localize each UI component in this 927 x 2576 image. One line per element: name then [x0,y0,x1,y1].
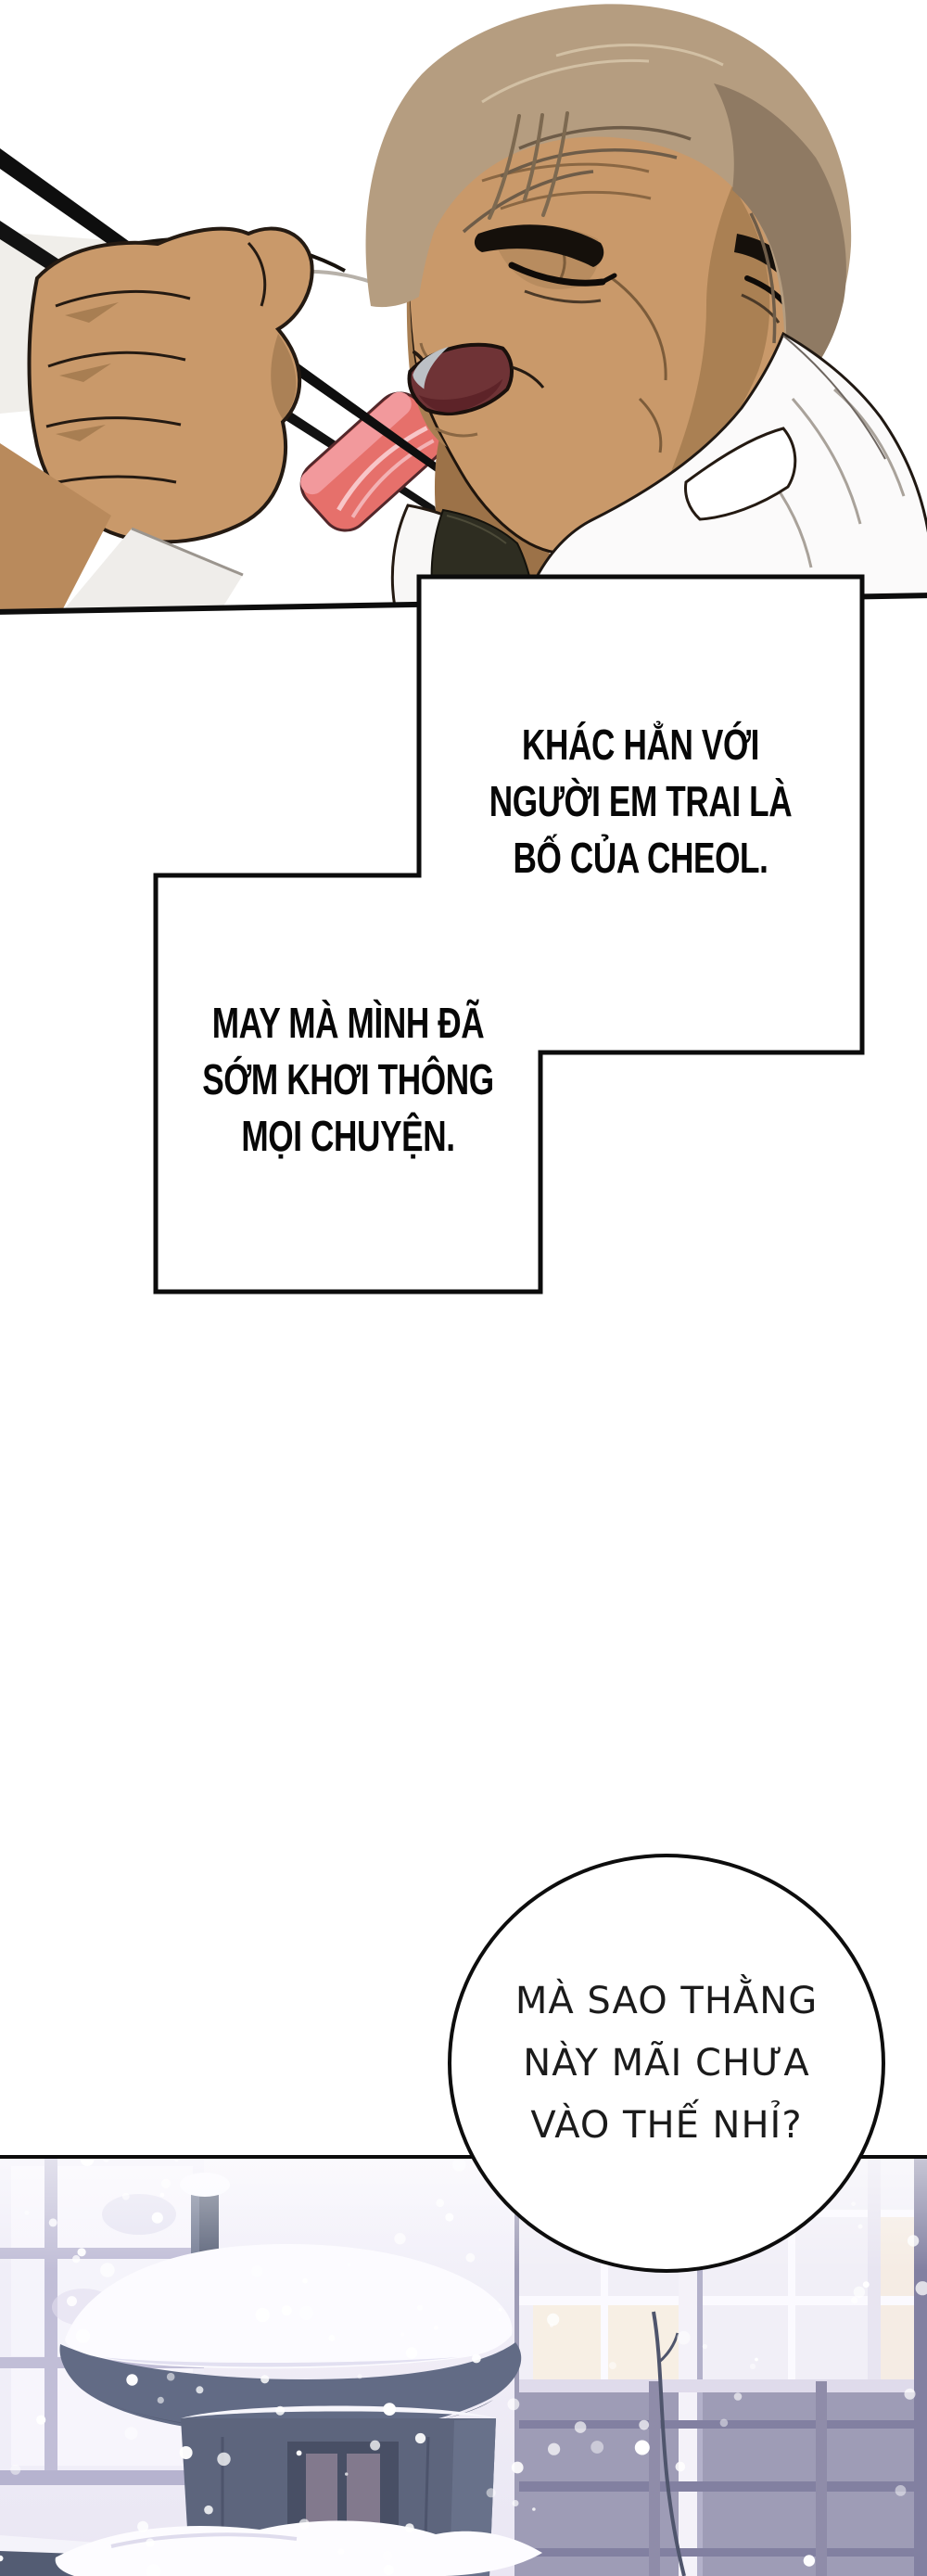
man-eating-sashimi-illustration [0,0,927,631]
speech-bubble [448,1854,885,2273]
caption-box-1 [419,717,862,886]
caption-line: NGƯỜI EM TRAI LÀ [489,777,793,826]
caption-box-outline [0,556,927,1307]
caption-line: MỌI CHUYỆN. [241,1112,455,1161]
caption-line: MAY MÀ MÌNH ĐÃ [211,999,485,1048]
bubble-line: NÀY MÃI CHƯA [523,2041,810,2085]
caption-line: KHÁC HẲN VỚI [522,721,759,770]
caption-line: BỐ CỦA CHEOL. [513,834,768,883]
panel-artwork [0,0,927,631]
caption-box-2 [156,995,540,1165]
bubble-line: MÀ SAO THẰNG [514,1979,819,2022]
speech-bubble-text [515,1970,818,2157]
bubble-line: VÀO THẾ NHỈ? [530,2103,803,2147]
caption-line: SỚM KHƠI THÔNG [202,1055,494,1104]
